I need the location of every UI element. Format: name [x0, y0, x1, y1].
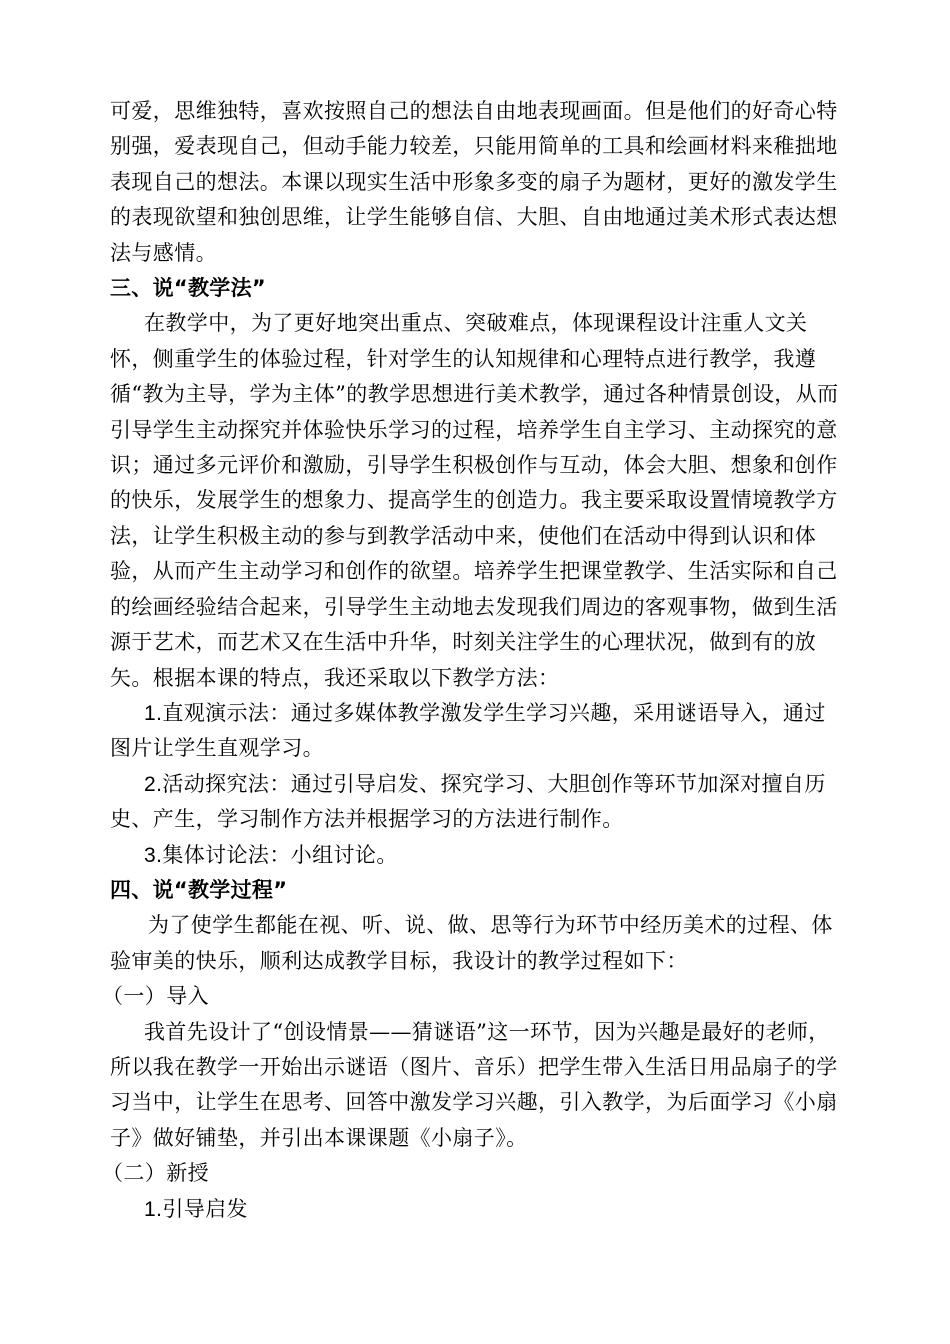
list-text: 直观演示法：通过多媒体教学激发学生学习兴趣，采用谜语导入，通过图片让学生直观学习。: [110, 700, 826, 761]
list-number: 3.: [144, 843, 163, 867]
paragraph-teaching-process: 为了使学生都能在视、听、说、做、思等行为环节中经历美术的过程、体验审美的快乐，顺利达成教学目标，我设计的教学过程如下：: [110, 913, 833, 973]
heading-teaching-process: 四、说“教学过程”: [110, 877, 288, 902]
list-text: 活动探究法：通过引导启发、探究学习、大胆创作等环节加深对擅自历史、产生，学习制作方法并根据学习的方法进行制作。: [110, 771, 826, 832]
list-text: 集体讨论法：小组讨论。: [162, 842, 398, 867]
list-text: 引导启发: [162, 1196, 248, 1221]
subheading-new-lesson: （二）新授: [102, 1161, 209, 1186]
subheading-introduction: （一）导入: [102, 984, 209, 1009]
list-item-method-1: [110, 696, 840, 767]
paragraph-teaching-method: 在教学中，为了更好地突出重点、突破难点，体现课程设计注重人文关怀，侧重学生的体验过程，针对学生的认知规律和心理特点进行教学，我遵循“教为主导，学为主体”的教学思想进行美术教学，通过各种情景创设，从而引导学生主动探究并体验快乐学习的过程，培养学生自主学习、主动探究的意识；通过多元评价和激励，引导学生积极创作与互动，体会大胆、想象和创作的快乐，发展学生的想象力、提高学生的创造力。我主要采取设置情境教学方法，让学生积极主动的参与到教学活动中来，使他们在活动中得到认识和体验，从而产生主动学习和创作的欲望。培养学生把课堂教学、生活实际和自己的绘画经验结合起来，引导学生主动地去发现我们周边的客观事物，做到生活源于艺术，而艺术又在生活中升华，时刻关注学生的心理状况，做到有的放矢。根据本课的特点，我还采取以下教学方法：: [110, 311, 839, 690]
list-number: 1.: [144, 1197, 163, 1221]
list-number: 1.: [144, 701, 163, 725]
list-number: 2.: [144, 772, 163, 796]
paragraph-intro: 可爱，思维独特，喜欢按照自己的想法自由地表现画面。但是他们的好奇心特别强，爱表现自己，但动手能力较差，只能用简单的工具和绘画材料来稚拙地表现自己的想法。本课以现实生活中形象多变的扇子为题材，更好的激发学生的表现欲望和独创思维，让学生能够自信、大胆、自由地通过美术形式表达想法与感情。: [110, 99, 838, 265]
list-item-step-1: [110, 1192, 840, 1227]
document-body: [102, 94, 840, 1227]
heading-teaching-method: 三、说“教学法”: [110, 276, 267, 301]
list-item-method-3: [110, 838, 840, 873]
paragraph-introduction-step: 我首先设计了“创设情景——猜谜语”这一环节，因为兴趣是最好的老师，所以我在教学一开始出示谜语（图片、音乐）把学生带入生活日用品扇子的学习当中，让学生在思考、回答中激发学习兴趣，引入教学，为后面学习《小扇子》做好铺垫，并引出本课课题《小扇子》。: [110, 1019, 838, 1150]
list-item-method-2: [110, 767, 840, 838]
